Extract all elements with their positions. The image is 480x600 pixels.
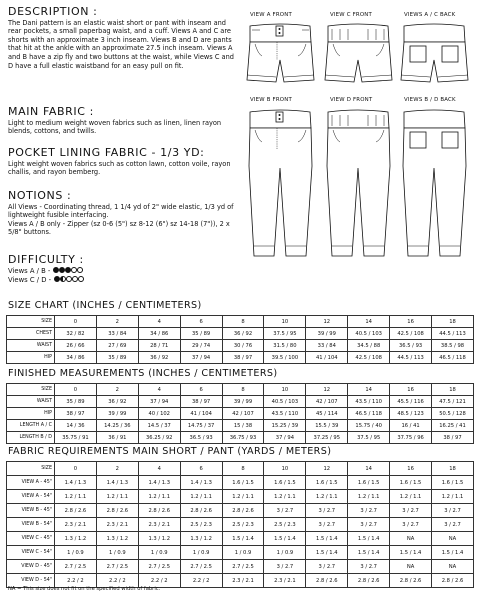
data-cell: 16.25 / 41	[432, 420, 474, 432]
main-fabric-section	[8, 106, 240, 136]
row-label-cell: WAIST	[7, 340, 55, 352]
data-cell: 35 / 89	[55, 396, 97, 408]
data-cell: NA	[390, 560, 432, 574]
data-cell: 1 / 0.9	[55, 546, 97, 560]
data-cell: 3 / 2.7	[348, 518, 390, 532]
data-cell: 1 / 0.9	[180, 546, 222, 560]
data-cell: 36.5 / 93	[180, 432, 222, 444]
header-cell: 18	[432, 462, 474, 476]
header-cell: 6	[180, 316, 222, 328]
header-cell: 6	[180, 384, 222, 396]
size-chart-title: SIZE CHART (INCHES / CENTIMETERS)	[8, 300, 202, 311]
row-label-cell: VIEW A - 54"	[7, 490, 55, 504]
data-cell: 2.2 / 2	[55, 574, 97, 588]
header-cell: SIZE	[7, 462, 55, 476]
difficulty-dots-ab	[53, 267, 83, 276]
data-cell: 39 / 99	[222, 396, 264, 408]
data-cell: 38 / 97	[180, 396, 222, 408]
data-cell: 2.7 / 2.5	[180, 560, 222, 574]
data-cell: 38 / 97	[222, 352, 264, 364]
view-c-front-drawing	[325, 24, 392, 82]
data-cell: 15 / 38	[222, 420, 264, 432]
data-cell: 28 / 71	[138, 340, 180, 352]
table-row	[7, 518, 474, 532]
view-a-front-drawing	[247, 24, 314, 82]
description-title: DESCRIPTION :	[8, 5, 98, 18]
table-row	[7, 352, 474, 364]
header-cell: 10	[264, 462, 306, 476]
data-cell: 39.5 / 100	[264, 352, 306, 364]
difficulty-title: DIFFICULTY :	[8, 253, 84, 266]
row-label-cell: VIEW D - 54"	[7, 574, 55, 588]
header-cell: 8	[222, 462, 264, 476]
table-header-row	[7, 462, 474, 476]
header-cell: 6	[180, 462, 222, 476]
table-row	[7, 340, 474, 352]
difficulty-label-cd: Views C / D -	[8, 275, 52, 284]
data-cell: 50.5 / 128	[432, 408, 474, 420]
data-cell: 1 / 0.9	[96, 546, 138, 560]
data-cell: 43.5 / 110	[348, 396, 390, 408]
data-cell: 1.5 / 1.4	[390, 546, 432, 560]
pocket-lining-section	[8, 147, 240, 177]
data-cell: 32 / 82	[55, 328, 97, 340]
notions-section	[8, 190, 240, 237]
header-cell: SIZE	[7, 384, 55, 396]
data-cell: 3 / 2.7	[432, 518, 474, 532]
data-cell: 1.3 / 1.2	[138, 532, 180, 546]
data-cell: NA	[432, 532, 474, 546]
view-a-front-label: VIEW A FRONT	[250, 12, 292, 18]
data-cell: 44.5 / 113	[432, 328, 474, 340]
data-cell: 2.3 / 2.1	[138, 518, 180, 532]
row-label-cell: VIEW B - 45"	[7, 504, 55, 518]
difficulty-section	[8, 254, 240, 285]
technical-drawings	[240, 12, 476, 282]
data-cell: 36 / 91	[96, 432, 138, 444]
table-header-row	[7, 384, 474, 396]
data-cell: 3 / 2.7	[390, 504, 432, 518]
header-cell: 4	[138, 462, 180, 476]
data-cell: 41 / 104	[180, 408, 222, 420]
table-row	[7, 532, 474, 546]
data-cell: 14 / 36	[55, 420, 97, 432]
data-cell: 38.5 / 98	[432, 340, 474, 352]
data-cell: 26 / 66	[55, 340, 97, 352]
header-cell: 0	[55, 316, 97, 328]
notions-line-1: All Views - Coordinating thread, 1 1/4 yd of 2" wide elastic, 1/3 yd of lightweight fusible interfacing.	[8, 202, 234, 220]
header-cell: SIZE	[7, 316, 55, 328]
table-row	[7, 396, 474, 408]
data-cell: 33 / 84	[96, 328, 138, 340]
data-cell: 2.3 / 2.1	[96, 518, 138, 532]
data-cell: 33 / 84	[306, 340, 348, 352]
data-cell: 1 / 0.9	[222, 546, 264, 560]
data-cell: 29 / 74	[180, 340, 222, 352]
data-cell: NA	[432, 560, 474, 574]
fabric-requirements-title: FABRIC REQUIREMENTS MAIN SHORT / PANT (YARDS / METERS)	[8, 446, 332, 457]
data-cell: 36 / 92	[96, 396, 138, 408]
table-row	[7, 432, 474, 444]
data-cell: 1.5 / 1.4	[306, 532, 348, 546]
table-row	[7, 408, 474, 420]
row-label-cell: VIEW A - 45"	[7, 476, 55, 490]
difficulty-row-cd	[8, 276, 240, 285]
data-cell: 2.8 / 2.6	[222, 504, 264, 518]
data-cell: 36 / 92	[138, 352, 180, 364]
data-cell: 43.5 / 110	[264, 408, 306, 420]
data-cell: 1.5 / 1.4	[348, 532, 390, 546]
header-cell: 16	[390, 316, 432, 328]
data-cell: 40.5 / 103	[348, 328, 390, 340]
data-cell: 42 / 107	[222, 408, 264, 420]
data-cell: 48.5 / 123	[390, 408, 432, 420]
data-cell: 46.5 / 118	[432, 352, 474, 364]
data-cell: 30 / 76	[222, 340, 264, 352]
data-cell: 1.5 / 1.4	[222, 532, 264, 546]
table-row	[7, 476, 474, 490]
data-cell: 15.5 / 39	[306, 420, 348, 432]
data-cell: 1.2 / 1.1	[264, 490, 306, 504]
view-c-front-label: VIEW C FRONT	[330, 12, 373, 18]
data-cell: 27 / 69	[96, 340, 138, 352]
footnote: NA = This size does not fit on the specified width of fabric.	[8, 586, 161, 592]
data-cell: 3 / 2.7	[306, 518, 348, 532]
data-cell: 47.5 / 121	[432, 396, 474, 408]
data-cell: 16 / 41	[390, 420, 432, 432]
data-cell: 36.5 / 93	[390, 340, 432, 352]
header-cell: 2	[96, 462, 138, 476]
data-cell: 42 / 107	[306, 396, 348, 408]
data-cell: 1.4 / 1.3	[55, 476, 97, 490]
data-cell: 31.5 / 80	[264, 340, 306, 352]
data-cell: 45 / 114	[306, 408, 348, 420]
row-label-cell: VIEW B - 54"	[7, 518, 55, 532]
data-cell: 1.3 / 1.2	[55, 532, 97, 546]
data-cell: 3 / 2.7	[348, 504, 390, 518]
header-cell: 12	[306, 316, 348, 328]
data-cell: 37 / 94	[264, 432, 306, 444]
data-cell: 36 / 92	[222, 328, 264, 340]
view-b-front-drawing	[249, 110, 312, 256]
data-cell: 2.2 / 2	[138, 574, 180, 588]
data-cell: 2.8 / 2.6	[390, 574, 432, 588]
header-cell: 0	[55, 384, 97, 396]
data-cell: 37.5 / 95	[348, 432, 390, 444]
garment-drawings-svg	[240, 12, 476, 282]
header-cell: 12	[306, 462, 348, 476]
data-cell: 2.5 / 2.3	[264, 518, 306, 532]
table-row	[7, 560, 474, 574]
notions-line-2: Views A / B only - Zipper (sz 0-6 (5") sz 8-12 (6") sz 14-18 (7")), 2 x 5/8" buttons.	[8, 219, 230, 237]
row-label-cell: CHEST	[7, 328, 55, 340]
data-cell: 38 / 97	[55, 408, 97, 420]
data-cell: 34 / 86	[138, 328, 180, 340]
data-cell: 1.6 / 1.5	[264, 476, 306, 490]
header-cell: 4	[138, 316, 180, 328]
data-cell: 1.2 / 1.1	[96, 490, 138, 504]
row-label-cell: LENGTH A / C	[7, 420, 55, 432]
header-cell: 8	[222, 316, 264, 328]
data-cell: 39 / 99	[306, 328, 348, 340]
data-cell: 2.3 / 2.1	[264, 574, 306, 588]
fabric-requirements-table	[6, 461, 474, 588]
data-cell: 1.4 / 1.3	[96, 476, 138, 490]
data-cell: 3 / 2.7	[390, 518, 432, 532]
header-cell: 10	[264, 384, 306, 396]
data-cell: 2.8 / 2.6	[432, 574, 474, 588]
finished-measurements-table	[6, 383, 474, 444]
view-ac-back-drawing	[401, 24, 468, 82]
data-cell: 36.75 / 93	[222, 432, 264, 444]
data-cell: 45.5 / 116	[390, 396, 432, 408]
data-cell: 2.2 / 2	[96, 574, 138, 588]
row-label-cell: HIP	[7, 352, 55, 364]
data-cell: 44.5 / 113	[390, 352, 432, 364]
row-label-cell: VIEW D - 45"	[7, 560, 55, 574]
data-cell: 42.5 / 108	[390, 328, 432, 340]
views-ac-back-label: VIEWS A / C BACK	[404, 12, 456, 18]
data-cell: 1.2 / 1.1	[306, 490, 348, 504]
data-cell: 1.6 / 1.5	[222, 476, 264, 490]
main-fabric-title: MAIN FABRIC :	[8, 105, 94, 118]
data-cell: 14.5 / 37	[138, 420, 180, 432]
data-cell: 3 / 2.7	[348, 560, 390, 574]
data-cell: 2.8 / 2.6	[55, 504, 97, 518]
data-cell: 37.25 / 95	[306, 432, 348, 444]
data-cell: 1.2 / 1.1	[432, 490, 474, 504]
data-cell: 2.3 / 2.1	[55, 518, 97, 532]
data-cell: 40 / 102	[138, 408, 180, 420]
data-cell: 1.5 / 1.4	[432, 546, 474, 560]
data-cell: 1.2 / 1.1	[390, 490, 432, 504]
data-cell: 37 / 94	[180, 352, 222, 364]
difficulty-dot-empty	[78, 276, 84, 282]
views-bd-back-label: VIEWS B / D BACK	[404, 97, 456, 103]
table-row	[7, 420, 474, 432]
notions-title: NOTIONS :	[8, 189, 72, 202]
data-cell: 1.4 / 1.3	[180, 476, 222, 490]
row-label-cell: LENGTH B / D	[7, 432, 55, 444]
row-label-cell: HIP	[7, 408, 55, 420]
finished-measurements-title: FINISHED MEASUREMENTS (INCHES / CENTIMETERS)	[8, 368, 278, 379]
data-cell: 2.7 / 2.5	[222, 560, 264, 574]
view-d-front-label: VIEW D FRONT	[330, 97, 373, 103]
view-bd-back-drawing	[403, 110, 466, 256]
data-cell: 3 / 2.7	[306, 504, 348, 518]
data-cell: 1.5 / 1.4	[348, 546, 390, 560]
data-cell: 35 / 89	[180, 328, 222, 340]
data-cell: 3 / 2.7	[306, 560, 348, 574]
data-cell: 1.2 / 1.1	[222, 490, 264, 504]
data-cell: 2.7 / 2.5	[96, 560, 138, 574]
data-cell: 2.7 / 2.5	[55, 560, 97, 574]
data-cell: 2.8 / 2.6	[348, 574, 390, 588]
data-cell: 3 / 2.7	[264, 560, 306, 574]
size-chart-table	[6, 315, 474, 364]
header-cell: 14	[348, 384, 390, 396]
description-section	[8, 6, 240, 70]
header-cell: 12	[306, 384, 348, 396]
data-cell: 1 / 0.9	[264, 546, 306, 560]
header-cell: 16	[390, 384, 432, 396]
table-row	[7, 546, 474, 560]
data-cell: 2.8 / 2.6	[180, 504, 222, 518]
header-cell: 14	[348, 316, 390, 328]
row-label-cell: VIEW C - 45"	[7, 532, 55, 546]
main-fabric-body: Light to medium weight woven fabrics such as linen, linen rayon blends, cottons, and twills.	[8, 118, 222, 136]
header-cell: 0	[55, 462, 97, 476]
data-cell: 41 / 104	[306, 352, 348, 364]
pocket-lining-body: Light weight woven fabrics such as cotton lawn, cotton voile, rayon challis, and rayon bemberg.	[8, 159, 231, 177]
data-cell: 3 / 2.7	[432, 504, 474, 518]
data-cell: 1.6 / 1.5	[390, 476, 432, 490]
data-cell: 1.3 / 1.2	[180, 532, 222, 546]
header-cell: 10	[264, 316, 306, 328]
data-cell: 2.5 / 2.3	[180, 518, 222, 532]
view-b-front-label: VIEW B FRONT	[250, 97, 292, 103]
data-cell: 1.3 / 1.2	[96, 532, 138, 546]
view-d-front-drawing	[327, 110, 390, 256]
data-cell: 2.5 / 2.3	[222, 518, 264, 532]
data-cell: 15.75 / 40	[348, 420, 390, 432]
data-cell: 2.8 / 2.6	[138, 504, 180, 518]
header-cell: 14	[348, 462, 390, 476]
row-label-cell: VIEW C - 54"	[7, 546, 55, 560]
data-cell: 46.5 / 118	[348, 408, 390, 420]
data-cell: 14.75 / 37	[180, 420, 222, 432]
data-cell: 2.8 / 2.6	[96, 504, 138, 518]
data-cell: 3 / 2.7	[264, 504, 306, 518]
table-header-row	[7, 316, 474, 328]
data-cell: 15.25 / 39	[264, 420, 306, 432]
data-cell: NA	[390, 532, 432, 546]
header-cell: 18	[432, 384, 474, 396]
data-cell: 1.2 / 1.1	[138, 490, 180, 504]
header-cell: 2	[96, 384, 138, 396]
table-row	[7, 504, 474, 518]
data-cell: 1.6 / 1.5	[306, 476, 348, 490]
data-cell: 1.6 / 1.5	[432, 476, 474, 490]
data-cell: 37.5 / 95	[264, 328, 306, 340]
table-row	[7, 328, 474, 340]
data-cell: 2.3 / 2.1	[222, 574, 264, 588]
data-cell: 1.2 / 1.1	[55, 490, 97, 504]
difficulty-row-ab	[8, 267, 240, 276]
data-cell: 34.5 / 88	[348, 340, 390, 352]
data-cell: 35 / 89	[96, 352, 138, 364]
row-label-cell: WAIST	[7, 396, 55, 408]
data-cell: 1.5 / 1.4	[306, 546, 348, 560]
header-cell: 18	[432, 316, 474, 328]
data-cell: 1 / 0.9	[138, 546, 180, 560]
data-cell: 35.75 / 91	[55, 432, 97, 444]
difficulty-label-ab: Views A / B -	[8, 266, 51, 275]
pocket-lining-title: POCKET LINING FABRIC - 1/3 YD:	[8, 146, 205, 159]
header-cell: 2	[96, 316, 138, 328]
data-cell: 1.2 / 1.1	[180, 490, 222, 504]
data-cell: 1.2 / 1.1	[348, 490, 390, 504]
data-cell: 14.25 / 36	[96, 420, 138, 432]
difficulty-dots-cd	[54, 276, 84, 285]
data-cell: 34 / 86	[55, 352, 97, 364]
data-cell: 36.25 / 92	[138, 432, 180, 444]
data-cell: 2.8 / 2.6	[306, 574, 348, 588]
data-cell: 1.5 / 1.4	[264, 532, 306, 546]
data-cell: 40.5 / 103	[264, 396, 306, 408]
data-cell: 37 / 94	[138, 396, 180, 408]
table-row	[7, 490, 474, 504]
header-cell: 16	[390, 462, 432, 476]
data-cell: 2.2 / 2	[180, 574, 222, 588]
data-cell: 39 / 99	[96, 408, 138, 420]
data-cell: 37.75 / 96	[390, 432, 432, 444]
data-cell: 1.6 / 1.5	[348, 476, 390, 490]
data-cell: 38 / 97	[432, 432, 474, 444]
data-cell: 2.7 / 2.5	[138, 560, 180, 574]
description-body: The Dani pattern is an elastic waist short or pant with inseam and rear pockets, a small paperbag waist, and a cuff. Views A and C are shorts with an approximate 3 inch inseam. Views B and D are pants that hit at the ankle with an approximate 27.5 inch inseam. Views A and B have a zip fly and two buttons at the waist, while Views C and D have a full elastic waistband for an easy pull on fit.	[8, 18, 234, 70]
data-cell: 1.4 / 1.3	[138, 476, 180, 490]
header-cell: 8	[222, 384, 264, 396]
header-cell: 4	[138, 384, 180, 396]
difficulty-dot-empty	[77, 267, 83, 273]
data-cell: 42.5 / 108	[348, 352, 390, 364]
